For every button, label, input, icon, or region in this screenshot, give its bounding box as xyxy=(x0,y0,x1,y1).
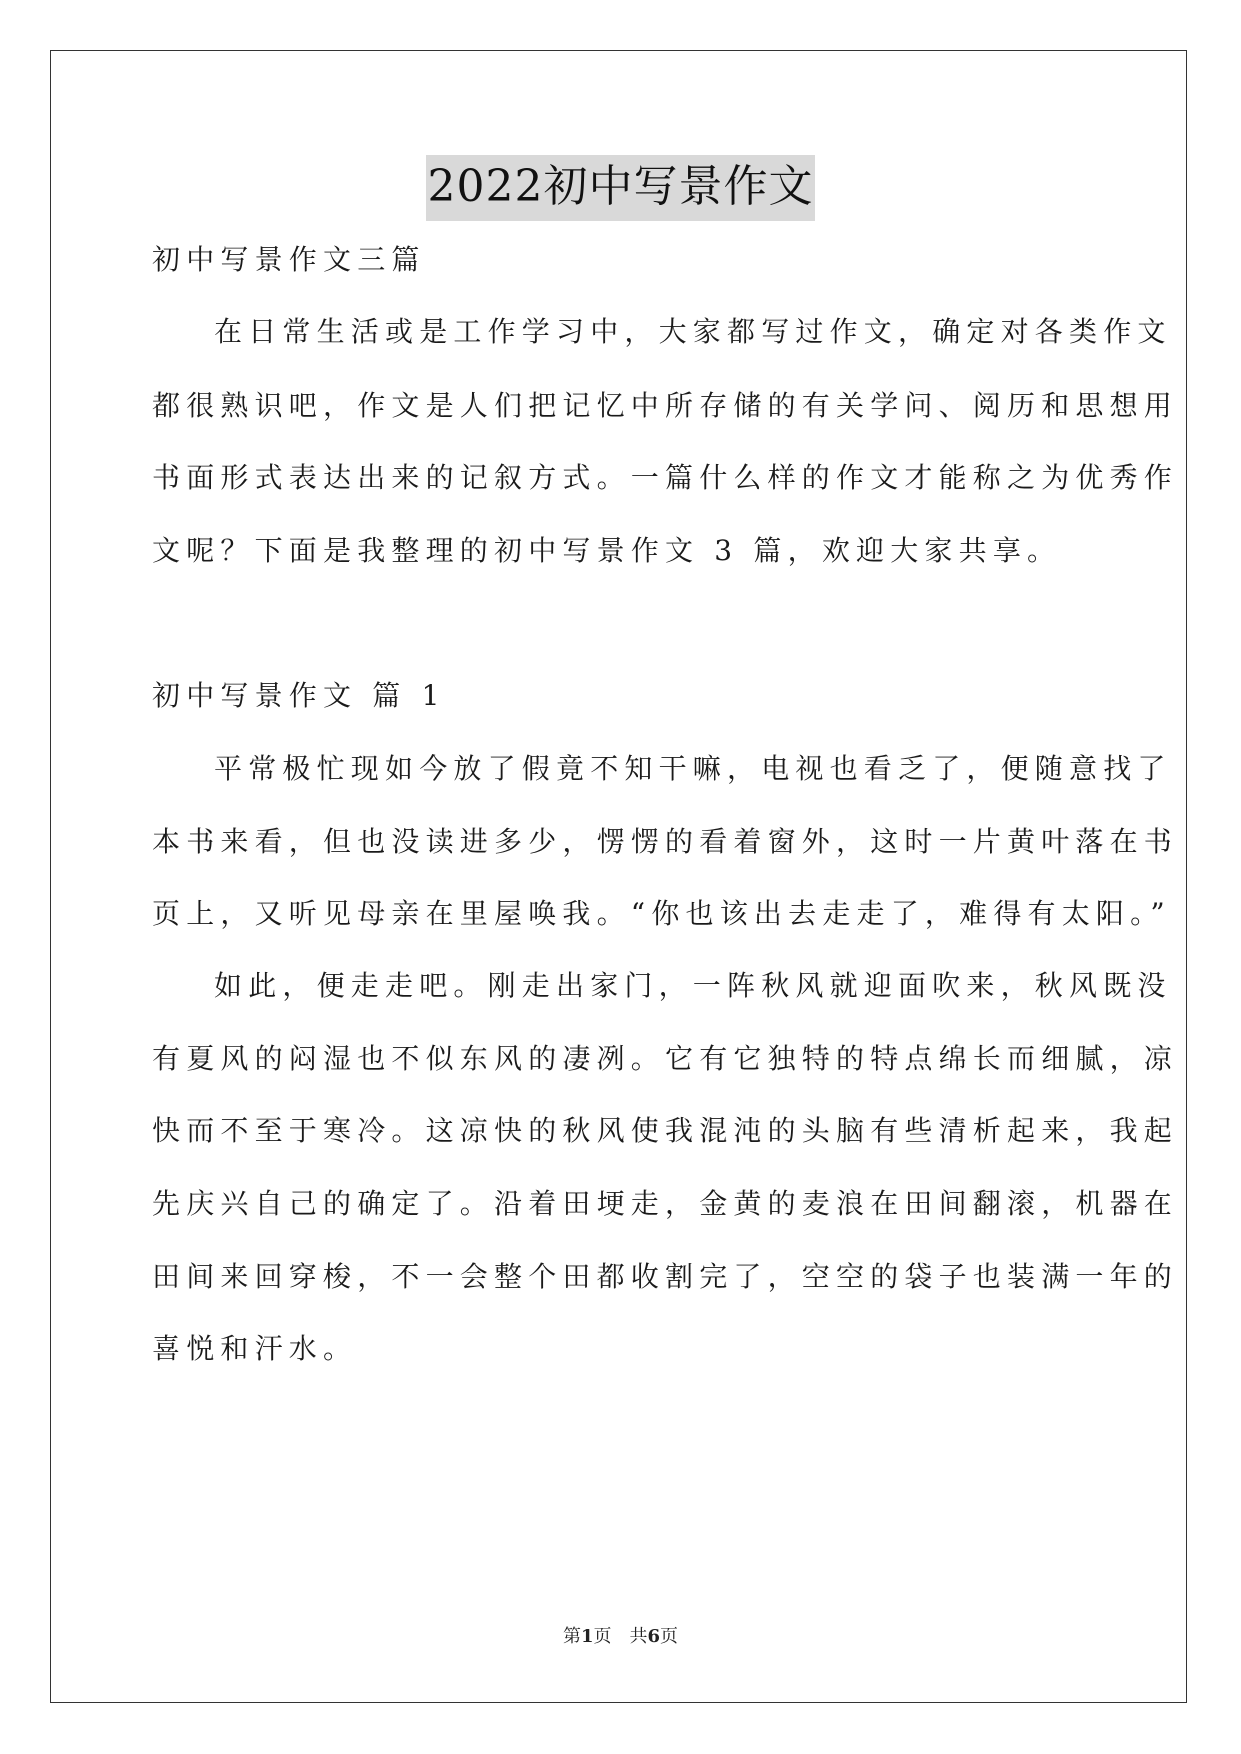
intro-line-4: 文呢？下面是我整理的初中写景作文 3 篇，欢迎大家共享。 xyxy=(152,534,1062,567)
para2-line-6: 喜悦和汗水。 xyxy=(152,1332,358,1365)
para2-line-3: 快而不至于寒冷。这凉快的秋风使我混沌的头脑有些清析起来，我起 xyxy=(152,1114,1179,1147)
para1-line-3: 页上，又听见母亲在里屋唤我。“你也该出去走走了，难得有太阳。” xyxy=(152,897,1171,930)
section-heading-main: 初中写景作文三篇 xyxy=(152,243,426,276)
para2-line-1: 如此，便走走吧。刚走出家门，一阵秋风就迎面吹来，秋风既没 xyxy=(214,969,1172,1002)
page-footer xyxy=(0,1625,1241,1649)
footer-page-total: 6 xyxy=(647,1626,661,1647)
footer-page-current: 1 xyxy=(580,1626,594,1647)
para2-line-5: 田间来回穿梭，不一会整个田都收割完了，空空的袋子也装满一年的 xyxy=(152,1260,1179,1293)
para1-line-2: 本书来看，但也没读进多少，愣愣的看着窗外，这时一片黄叶落在书 xyxy=(152,825,1179,858)
para1-line-1: 平常极忙现如今放了假竟不知干嘛，电视也看乏了，便随意找了 xyxy=(214,752,1172,785)
document-title: 2022初中写景作文 xyxy=(426,155,816,221)
intro-line-1: 在日常生活或是工作学习中，大家都写过作文，确定对各类作文 xyxy=(214,315,1172,348)
para2-line-2: 有夏风的闷湿也不似东风的凄冽。它有它独特的特点绵长而细腻，凉 xyxy=(152,1042,1179,1075)
intro-line-3: 书面形式表达出来的记叙方式。一篇什么样的作文才能称之为优秀作 xyxy=(152,461,1179,494)
footer-page-mid: 页 共 xyxy=(593,1626,648,1647)
footer-page-prefix: 第 xyxy=(562,1626,581,1647)
para2-line-4: 先庆兴自己的确定了。沿着田埂走，金黄的麦浪在田间翻滚，机器在 xyxy=(152,1187,1179,1220)
page-border xyxy=(50,50,1187,1703)
footer-page-suffix: 页 xyxy=(660,1626,679,1647)
intro-line-2: 都很熟识吧，作文是人们把记忆中所存储的有关学问、阅历和思想用 xyxy=(152,389,1179,422)
section-heading-essay-1: 初中写景作文 篇 1 xyxy=(152,679,446,712)
title-container xyxy=(0,155,1241,221)
